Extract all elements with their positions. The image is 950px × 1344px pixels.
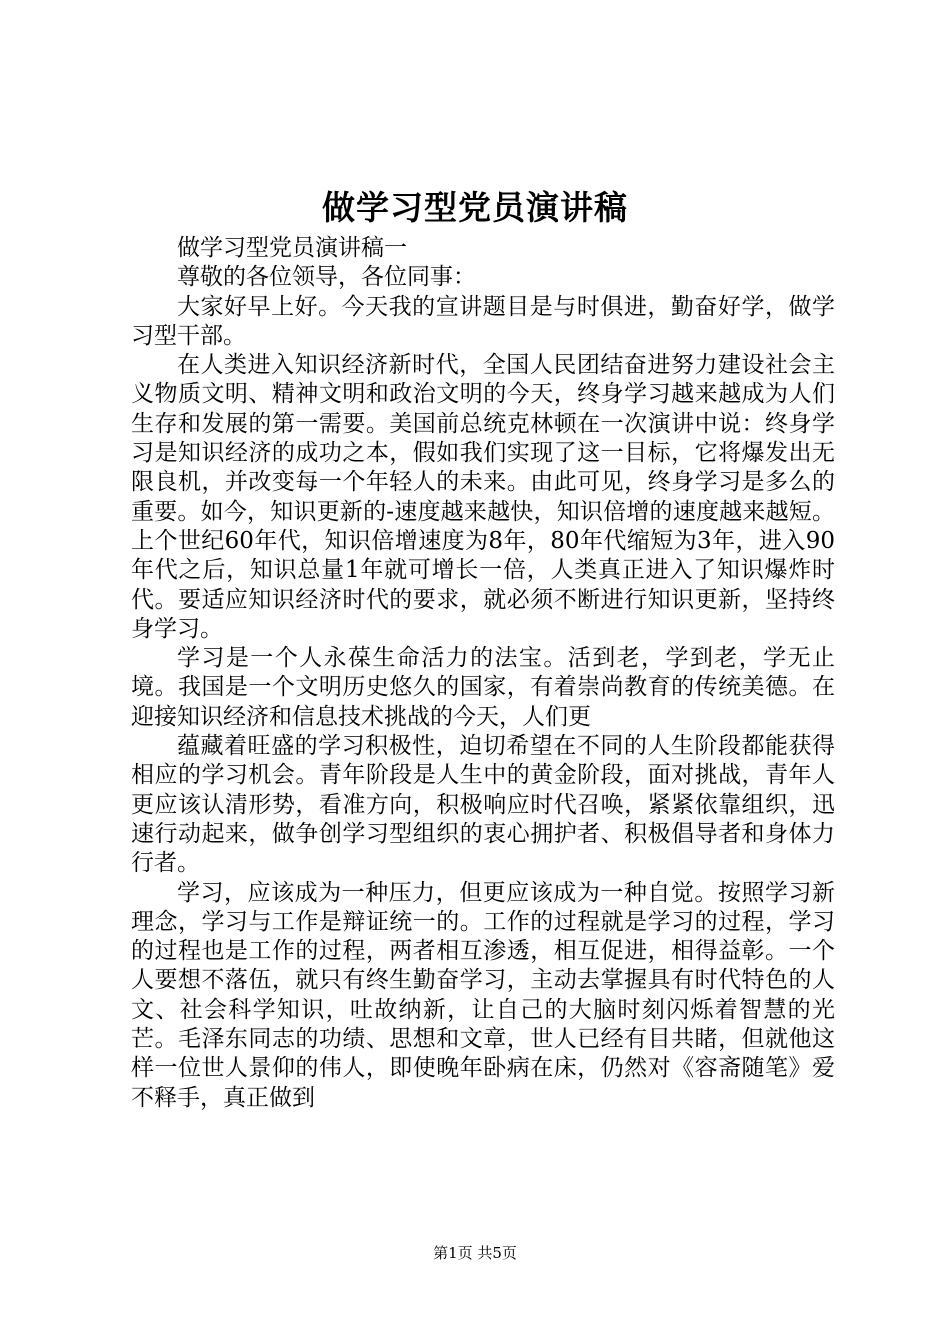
paragraph-body: 学习是一个人永葆生命活力的法宝。活到老，学到老，学无止境。我国是一个文明历史悠久的国家，有着崇尚教育的传统美德。在迎接知识经济和信息技术挑战的今天，人们更 [131,645,835,730]
document-title: 做学习型党员演讲稿 [322,188,628,227]
paragraph-salutation: 尊敬的各位领导，各位同事： [177,264,476,291]
paragraph-body: 学习，应该成为一种压力，但更应该成为一种自觉。按照学习新理念，学习与工作是辩证统一的。工作的过程就是学习的过程，学习的过程也是工作的过程，两者相互渗透，相互促进，相得益彰。一个人要想不落伍，就只有终生勤奋学习，主动去掌握具有时代特色的人文、社会科学知识，吐故纳新，让自己的大脑时刻闪烁着智慧的光芒。毛泽东同志的功绩、思想和文章，世人已经有目共睹，但就他这样一位世人景仰的伟人，即使晚年卧病在床，仍然对《容斋随笔》爱不释手，真正做到 [131,879,835,1111]
document-body [131,234,835,1113]
paragraph-body: 在人类进入知识经济新时代，全国人民团结奋进努力建设社会主义物质文明、精神文明和政治文明的今天，终身学习越来越成为人们生存和发展的第一需要。美国前总统克林顿在一次演讲中说：终身学习是知识经济的成功之本，假如我们实现了这一目标，它将爆发出无限良机，并改变每一个年轻人的未来。由此可见，终身学习是多么的重要。如今，知识更新的-速度越来越快，知识倍增的速度越来越短。上个世纪60年代，知识倍增速度为8年，80年代缩短为3年，进入90年代之后，知识总量1年就可增长一倍，人类真正进入了知识爆炸时代。要适应知识经济时代的要求，就必须不断进行知识更新，坚持终身学习。 [131,352,835,642]
paragraph-subtitle: 做学习型党员演讲稿一 [177,235,407,261]
paragraph-body: 蕴藏着旺盛的学习积极性，迫切希望在不同的人生阶段都能获得相应的学习机会。青年阶段是人生中的黄金阶段，面对挑战，青年人更应该认清形势，看准方向，积极响应时代召唤，紧紧依靠组织，迅速行动起来，做争创学习型组织的衷心拥护者、积极倡导者和身体力行者。 [131,733,835,877]
page-footer: 第1页 共5页 [433,1244,517,1262]
paragraph-greeting: 大家好早上好。今天我的宣讲题目是与时俱进，勤奋好学，做学习型干部。 [131,293,835,349]
